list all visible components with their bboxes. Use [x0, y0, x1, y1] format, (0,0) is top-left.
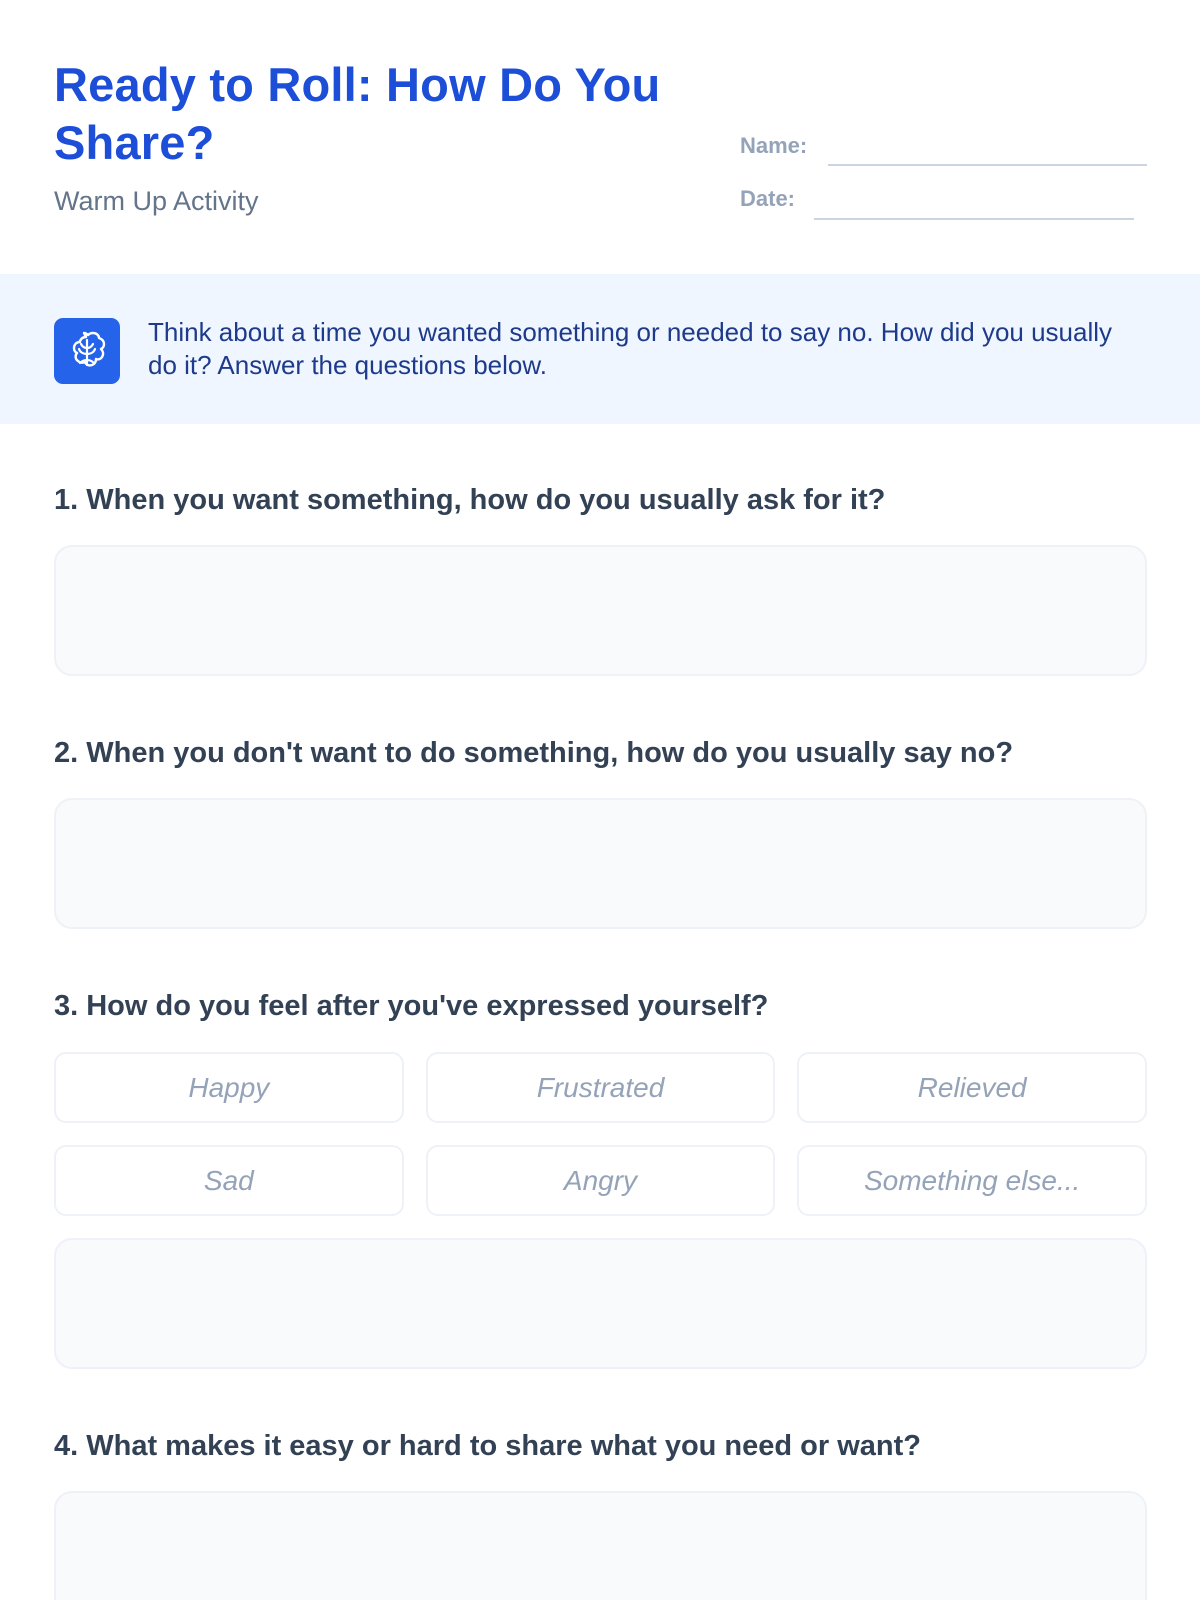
choice-happy[interactable]: Happy [54, 1052, 404, 1123]
brain-icon [54, 318, 120, 384]
feeling-choice-grid [54, 1052, 1147, 1216]
name-field-line[interactable] [828, 164, 1147, 166]
question-2-answer-box[interactable] [54, 798, 1147, 929]
instruction-text: Think about a time you wanted something or needed to say no. How did you usually do it? Answer the questions below. [148, 317, 1113, 380]
question-4-title: 4. What makes it easy or hard to share what you need or want? [54, 1430, 921, 1462]
question-1-answer-box[interactable] [54, 545, 1147, 676]
page-subtitle: Warm Up Activity [54, 186, 259, 216]
question-3-answer-box[interactable] [54, 1238, 1147, 1369]
worksheet-header [54, 56, 1146, 236]
date-field-line[interactable] [814, 218, 1134, 220]
name-label: Name: [740, 133, 808, 158]
question-3-title: 3. How do you feel after you've expressed yourself? [54, 990, 769, 1022]
choice-angry[interactable]: Angry [426, 1145, 776, 1216]
date-label: Date: [740, 186, 796, 211]
question-4-answer-box[interactable] [54, 1491, 1147, 1600]
choice-frustrated[interactable]: Frustrated [426, 1052, 776, 1123]
question-1-title: 1. When you want something, how do you usually ask for it? [54, 484, 886, 516]
question-2-title: 2. When you don't want to do something, how do you usually say no? [54, 737, 1014, 769]
choice-sad[interactable]: Sad [54, 1145, 404, 1216]
instruction-banner [0, 274, 1200, 424]
page-title: Ready to Roll: How Do You Share? [54, 58, 661, 169]
choice-something-else[interactable]: Something else... [797, 1145, 1147, 1216]
choice-relieved[interactable]: Relieved [797, 1052, 1147, 1123]
